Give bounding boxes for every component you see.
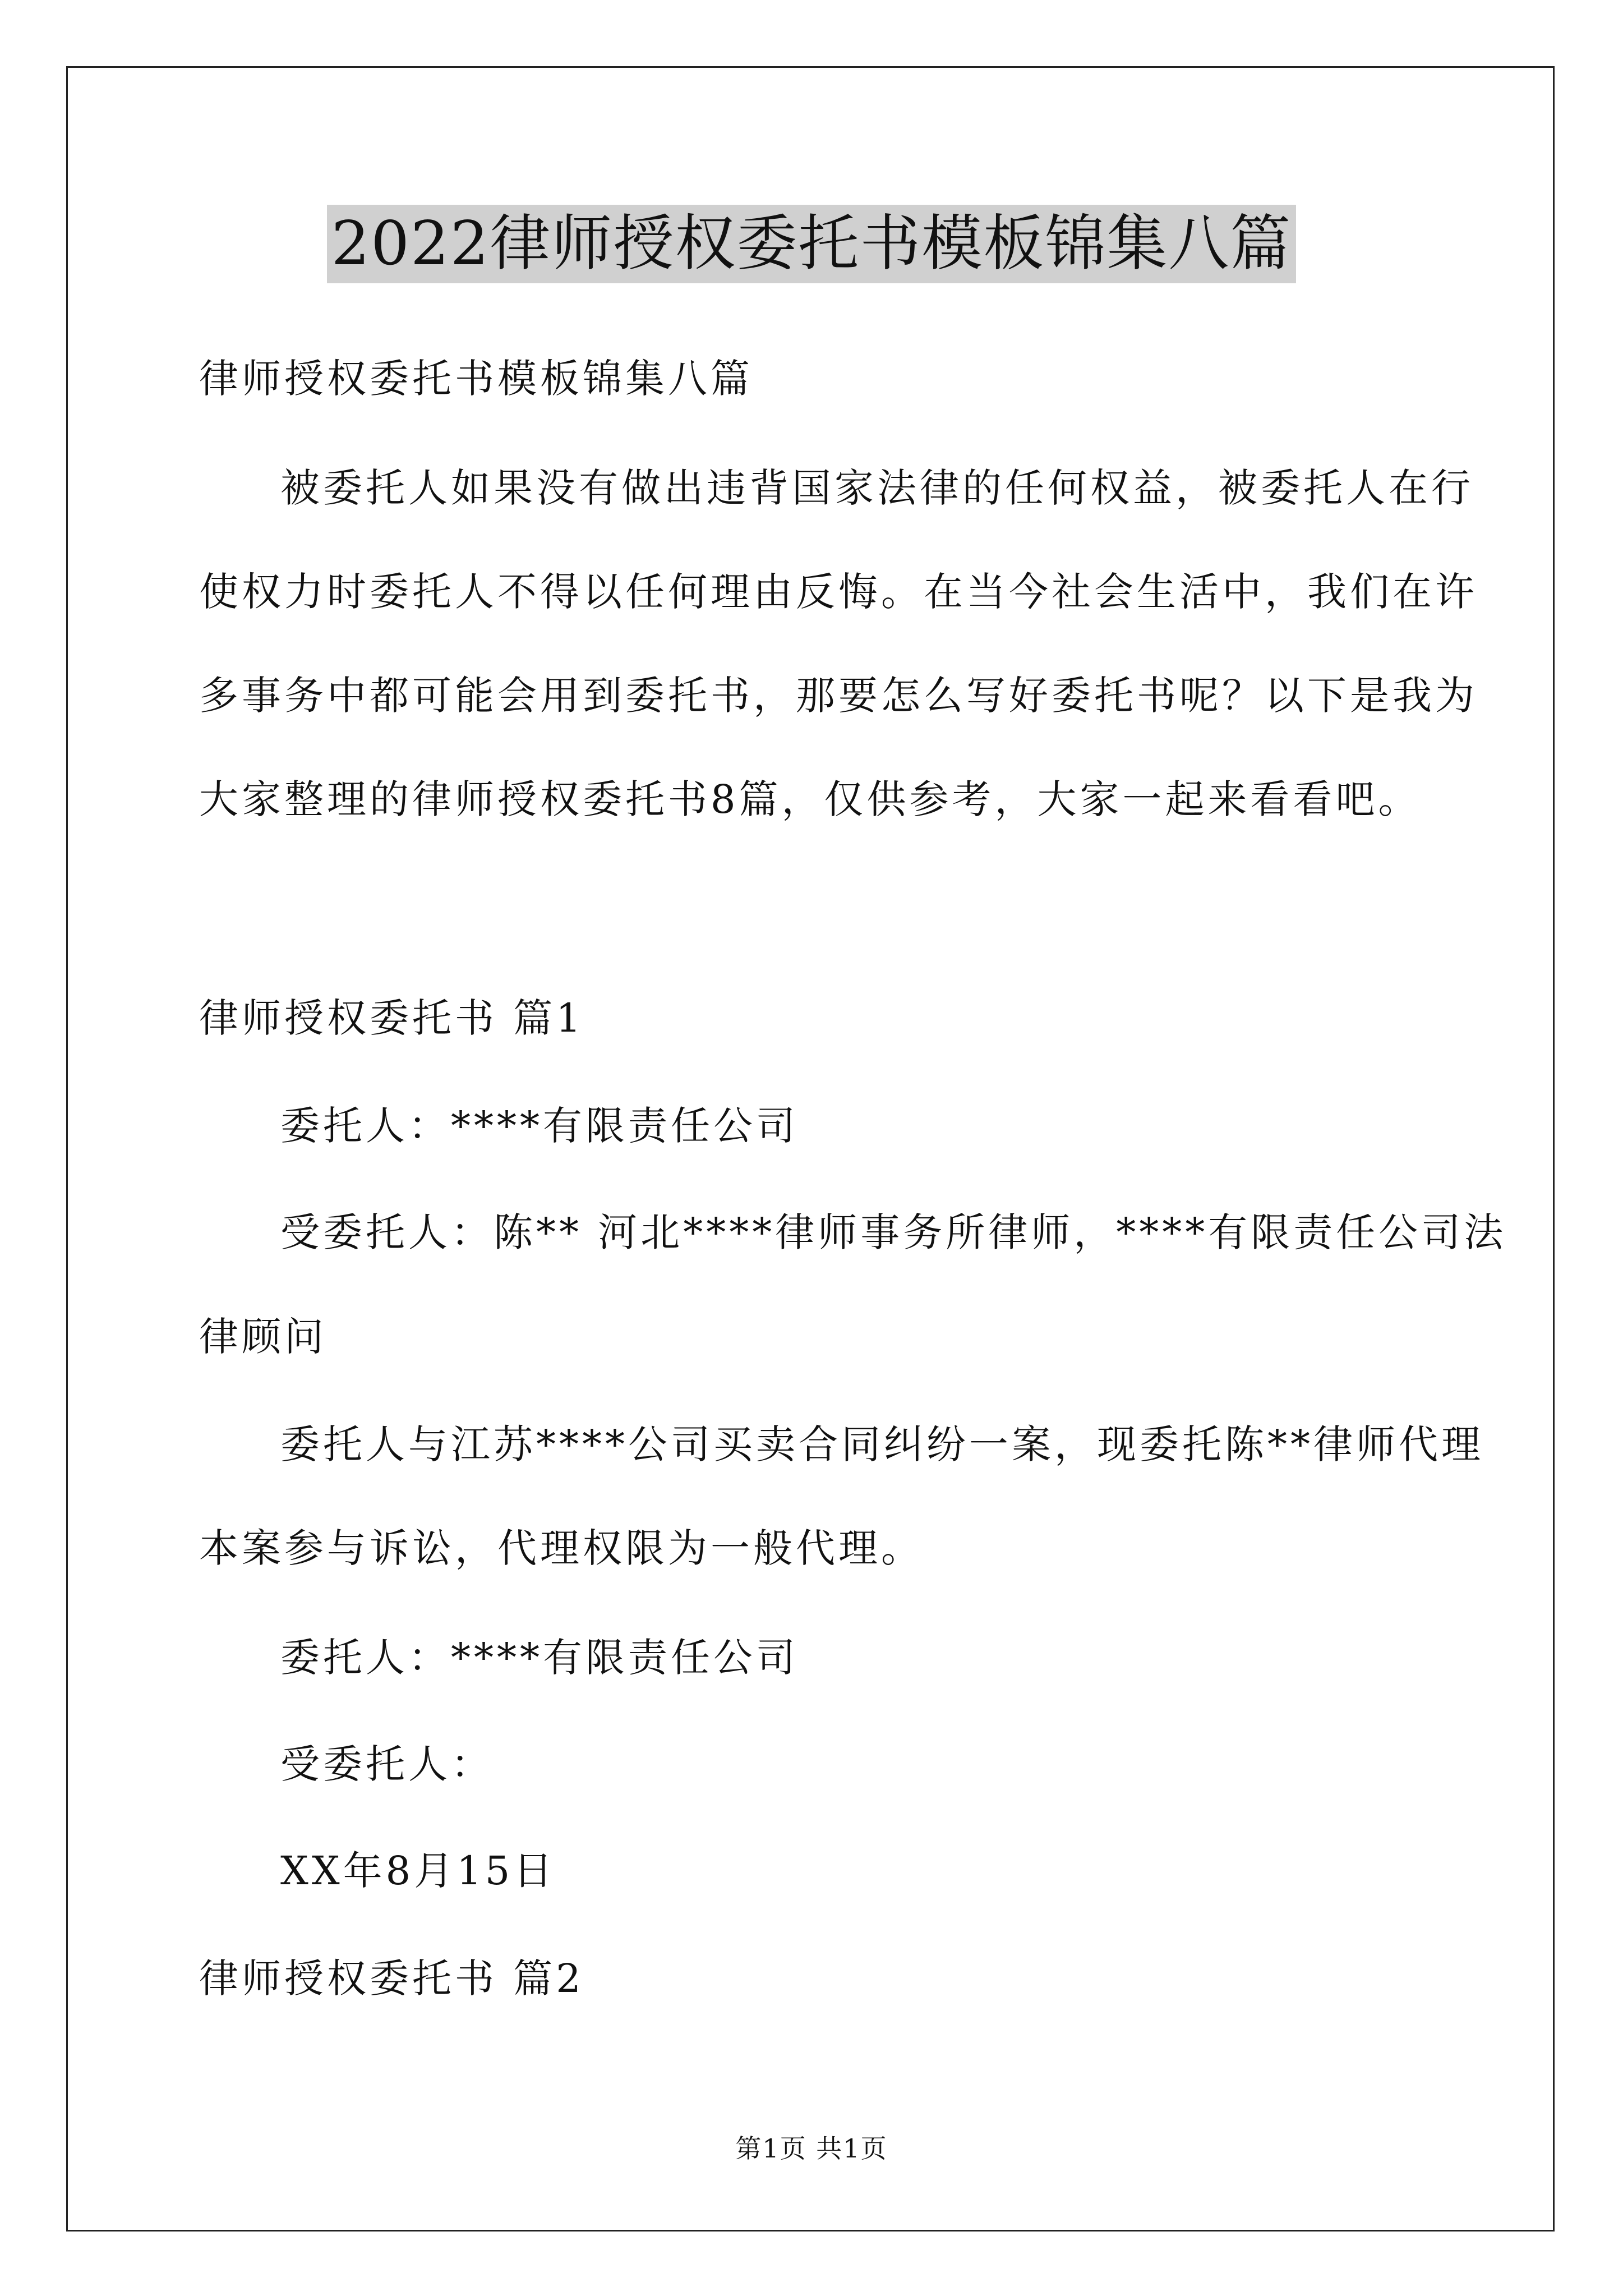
sign-date: XX年8月15日 [280,1848,556,1894]
agent-line-2: 律顾问 [199,1314,327,1360]
document-title: 2022律师授权委托书模板锦集八篇 [327,205,1297,283]
principal-line: 委托人：****有限责任公司 [280,1103,799,1149]
intro-line-3: 多事务中都可能会用到委托书，那要怎么写好委托书呢？以下是我为 [199,673,1478,719]
body-line-1: 委托人与江苏****公司买卖合同纠纷一案，现委托陈**律师代理 [280,1421,1484,1467]
section2-heading: 律师授权委托书 篇2 [199,1955,584,2001]
sign-principal: 委托人：****有限责任公司 [280,1635,799,1681]
section1-heading: 律师授权委托书 篇1 [199,995,584,1041]
intro-line-1: 被委托人如果没有做出违背国家法律的任何权益，被委托人在行 [280,465,1474,511]
intro-line-4: 大家整理的律师授权委托书8篇，仅供参考，大家一起来看看吧。 [199,776,1421,822]
intro-line-2: 使权力时委托人不得以任何理由反悔。在当今社会生活中，我们在许 [199,569,1478,615]
agent-line-1: 受委托人：陈** 河北****律师事务所律师，****有限责任公司法 [280,1209,1507,1255]
body-line-2: 本案参与诉讼，代理权限为一般代理。 [199,1525,924,1571]
sign-agent: 受委托人： [280,1741,494,1787]
page-footer: 第1页 共1页 [735,2133,888,2164]
document-subtitle: 律师授权委托书模板锦集八篇 [199,356,753,402]
title-container [0,205,1623,283]
